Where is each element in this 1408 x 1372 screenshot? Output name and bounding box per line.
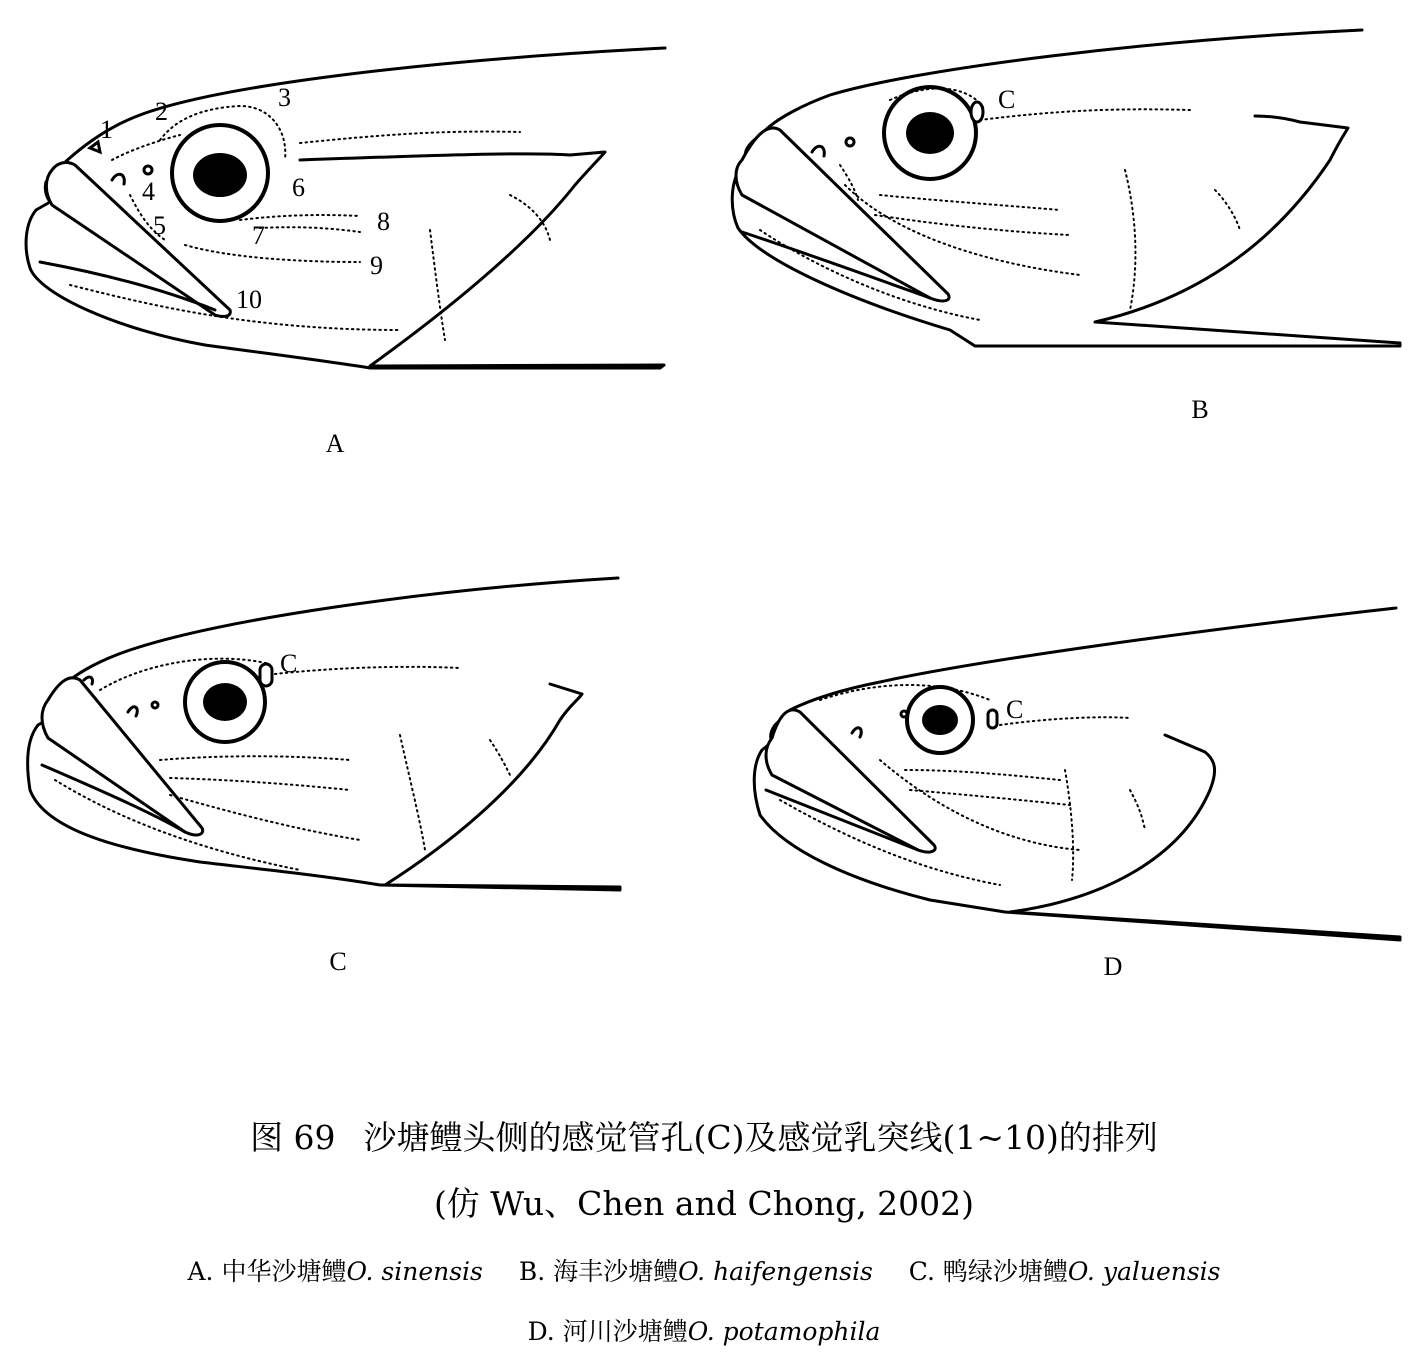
figure-caption-title bbox=[0, 1112, 1408, 1159]
panel-c-label: C bbox=[329, 947, 347, 976]
papilla-label-1: 1 bbox=[100, 115, 113, 144]
panel-d-canal-pore-label: C bbox=[1006, 695, 1024, 724]
legend-item-a: A. 中华沙塘鳢O. sinensis bbox=[187, 1257, 483, 1286]
papilla-label-6: 6 bbox=[292, 173, 305, 202]
panel-d-drawing bbox=[754, 608, 1400, 940]
panel-b-label: B bbox=[1191, 395, 1209, 424]
panel-a-drawing bbox=[26, 48, 665, 368]
species-legend-line-2 bbox=[0, 1312, 1408, 1348]
papilla-label-7: 7 bbox=[252, 221, 265, 250]
figure-title: 沙塘鳢头侧的感觉管孔(C)及感觉乳突线(1~10)的排列 bbox=[363, 1118, 1158, 1157]
figure-number: 图 69 bbox=[250, 1118, 336, 1157]
papilla-label-4: 4 bbox=[142, 177, 155, 206]
species-legend-line-1 bbox=[0, 1252, 1408, 1288]
legend-item-b: B. 海丰沙塘鳢O. haifengensis bbox=[518, 1257, 873, 1286]
legend-item-d: D. 河川沙塘鳢O. potamophila bbox=[527, 1317, 881, 1346]
panel-a-label: A bbox=[325, 429, 345, 458]
figure-caption-source: (仿 Wu、Chen and Chong, 2002) bbox=[433, 1184, 975, 1223]
papilla-label-9: 9 bbox=[370, 251, 383, 280]
papilla-label-10: 10 bbox=[236, 285, 262, 314]
legend-item-c: C. 鸭绿沙塘鳢O. yaluensis bbox=[908, 1257, 1221, 1286]
panel-d-label: D bbox=[1103, 952, 1123, 981]
papilla-label-2: 2 bbox=[155, 97, 168, 126]
papilla-label-5: 5 bbox=[153, 211, 166, 240]
panel-c-canal-pore-label: C bbox=[280, 649, 298, 678]
papilla-label-3: 3 bbox=[278, 83, 291, 112]
panel-b-canal-pore-label: C bbox=[998, 85, 1016, 114]
panel-b-drawing bbox=[732, 30, 1400, 346]
panel-c-drawing bbox=[28, 578, 620, 890]
papilla-label-8: 8 bbox=[377, 207, 390, 236]
